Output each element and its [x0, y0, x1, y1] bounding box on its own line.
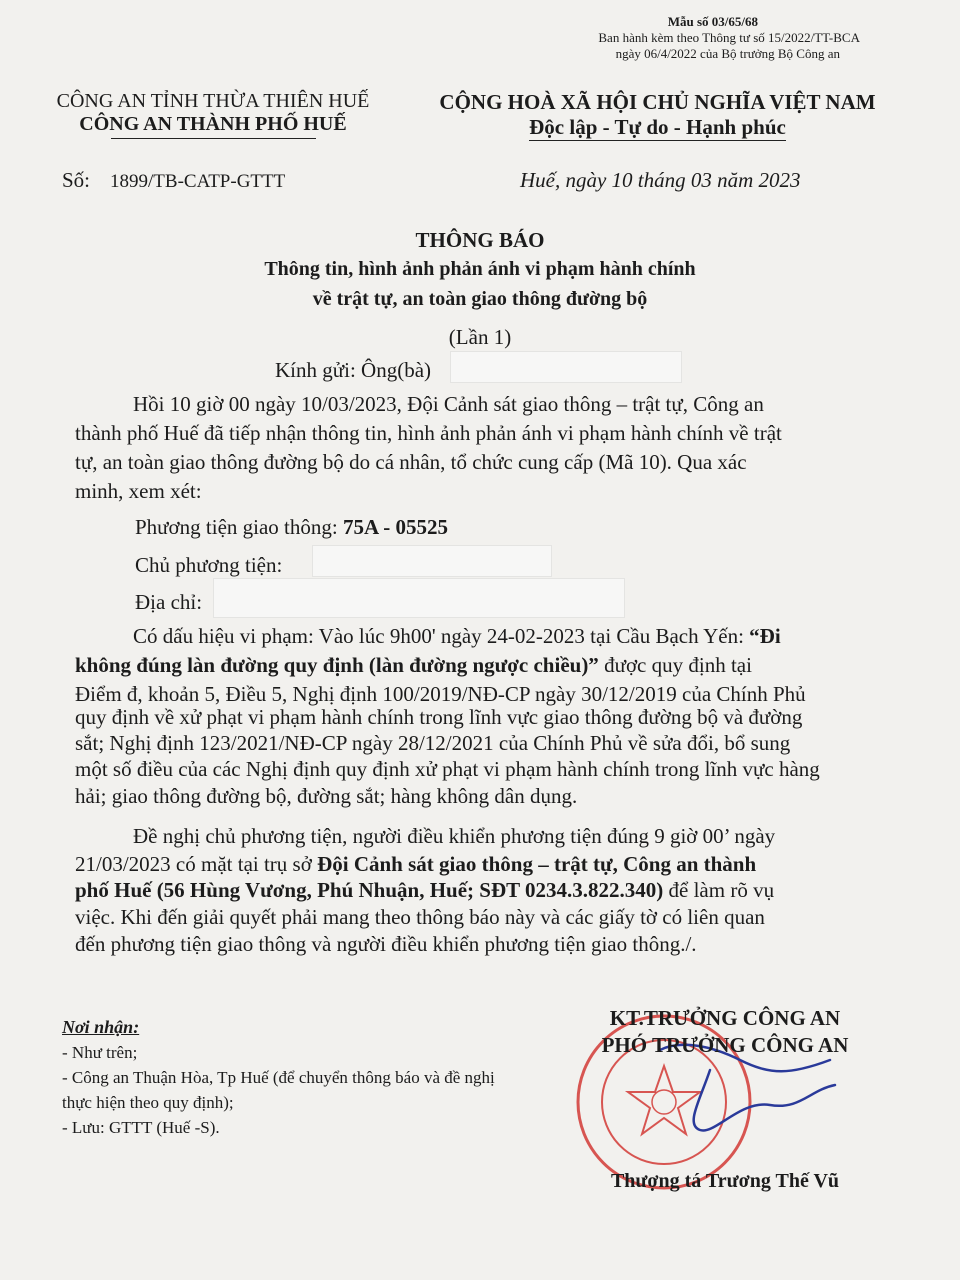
- vehicle-label: Phương tiện giao thông:: [135, 515, 338, 539]
- nation-motto: Độc lập - Tự do - Hạnh phúc: [529, 115, 786, 139]
- form-number: Mẫu số 03/65/68: [667, 14, 758, 29]
- paragraph-1-line: thành phố Huế đã tiếp nhận thông tin, hình ảnh phản ánh vi phạm hành chính về trật: [75, 421, 782, 445]
- paragraph-1-line: Hồi 10 giờ 00 ngày 10/03/2023, Đội Cảnh sát giao thông – trật tự, Công an: [133, 392, 764, 416]
- violation-line: [133, 624, 781, 649]
- document-number: [62, 168, 285, 193]
- violation-line: hải; giao thông đường bộ, đường sắt; hàng không dân dụng.: [75, 784, 578, 808]
- violation-text-bold: không đúng làn đường quy định (làn đường ngược chiều)”: [75, 653, 599, 677]
- request-text-bold: phố Huế (56 Hùng Vương, Phú Nhuận, Huế; SĐT 0234.3.822.340): [75, 878, 664, 902]
- document-subtitle-1: Thông tin, hình ảnh phản ánh vi phạm hành chính: [264, 258, 696, 280]
- doc-no-value: 1899/TB-CATP-GTTT: [110, 171, 286, 192]
- request-line: [75, 852, 756, 877]
- recipient-item: - Lưu: GTTT (Huế -S).: [62, 1118, 220, 1137]
- owner-label: Chủ phương tiện:: [135, 553, 283, 577]
- recipient-item: - Như trên;: [62, 1043, 138, 1062]
- signature-title: [560, 1005, 890, 1059]
- request-line: Đề nghị chủ phương tiện, người điều khiển phương tiện đúng 9 giờ 00’ ngày: [133, 824, 776, 848]
- agency-name: CÔNG AN THÀNH PHỐ HUẾ: [79, 113, 347, 135]
- paragraph-1-line: minh, xem xét:: [75, 479, 202, 503]
- document-title: THÔNG BÁO: [415, 228, 545, 252]
- notice-count: (Lần 1): [448, 325, 512, 349]
- violation-line: quy định về xử phạt vi phạm hành chính trong lĩnh vực giao thông đường bộ và đường: [75, 705, 803, 729]
- request-line: [75, 878, 774, 903]
- addressee-label: Kính gửi: Ông(bà): [275, 358, 432, 382]
- request-text: 21/03/2023 có mặt tại trụ sở: [75, 852, 318, 876]
- request-line: đến phương tiện giao thông và người điều khiển phương tiện giao thông./.: [75, 932, 697, 956]
- signer-name: Thượng tá Trương Thế Vũ: [610, 1170, 840, 1192]
- national-header: [425, 90, 890, 141]
- redacted-owner: [312, 545, 552, 577]
- violation-text: Có dấu hiệu vi phạm: Vào lúc 9h00' ngày 24-02-2023 tại Cầu Bạch Yến:: [133, 624, 750, 648]
- violation-line: sắt; Nghị định 123/2021/NĐ-CP ngày 28/12/2021 của Chính Phủ về sửa đổi, bổ sung: [75, 731, 791, 755]
- violation-line: một số điều của các Nghị định quy định xử phạt vi phạm hành chính trong lĩnh vực hàng: [75, 757, 820, 781]
- signature-line-1: KT.TRƯỞNG CÔNG AN: [609, 1006, 841, 1030]
- agency-header: [33, 90, 393, 139]
- paragraph-1-line: tự, an toàn giao thông đường bộ do cá nhân, tổ chức cung cấp (Mã 10). Qua xác: [75, 450, 747, 474]
- redacted-addressee: [450, 351, 682, 383]
- recipients-heading: Nơi nhận:: [62, 1017, 140, 1037]
- request-text-bold: Đội Cảnh sát giao thông – trật tự, Công an thành: [317, 852, 757, 876]
- recipients-block: [62, 1015, 502, 1140]
- redacted-address: [213, 578, 625, 618]
- violation-text-bold: “Đi: [749, 624, 781, 648]
- violation-line: Điểm đ, khoản 5, Điều 5, Nghị định 100/2019/NĐ-CP ngày 30/12/2019 của Chính Phủ: [75, 682, 806, 706]
- agency-underline: [111, 138, 316, 139]
- doc-no-label: Số:: [62, 168, 91, 192]
- document-subtitle-2: về trật tự, an toàn giao thông đường bộ: [312, 288, 648, 310]
- form-issued-by: Ban hành kèm theo Thông tư số 15/2022/TT-BCA: [598, 30, 860, 45]
- place-date: Huế, ngày 10 tháng 03 năm 2023: [520, 168, 801, 192]
- request-text: để làm rõ vụ: [663, 878, 775, 902]
- nation-name: CỘNG HOÀ XÃ HỘI CHỦ NGHĨA VIỆT NAM: [439, 90, 876, 114]
- agency-parent: CÔNG AN TỈNH THỪA THIÊN HUẾ: [56, 90, 370, 112]
- recipient-item: - Công an Thuận Hòa, Tp Huế (để chuyển thông báo và đề nghị thực hiện theo quy định);: [62, 1068, 495, 1112]
- form-issued-date: ngày 06/4/2022 của Bộ trưởng Bộ Công an: [615, 46, 840, 61]
- request-line: việc. Khi đến giải quyết phải mang theo thông báo này và các giấy tờ có liên quan: [75, 905, 765, 929]
- address-label: Địa chỉ:: [135, 590, 203, 614]
- violation-line: [75, 653, 752, 678]
- violation-text: được quy định tại: [598, 653, 752, 677]
- signature-line-2: PHÓ TRƯỞNG CÔNG AN: [601, 1033, 849, 1057]
- vehicle-plate: 75A - 05525: [342, 515, 448, 539]
- vehicle-line: [135, 515, 448, 540]
